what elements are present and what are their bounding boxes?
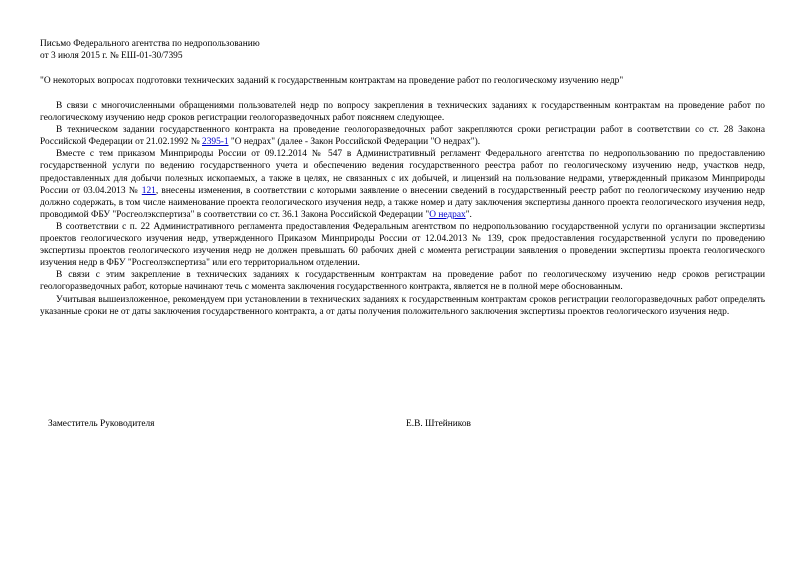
order-121-link[interactable]: 121 [141,185,156,196]
paragraph-3-text-b: , внесены изменения, в соответствии с которыми заявление о внесении сведений в государственный реестр работ по геологическому изучению недр должно содержать, в том числе наименование проекта геологического изучения недр, а также номер и дату заключения экспертизы данного проекта геологического изучения недр, проводимой ФБУ "Росгеолэкспертиза" в соответствии со ст. 36.1 Закона Российской Федерации " [40,185,765,220]
paragraph-3-text-a: Вместе с тем приказом Минприроды России от 09.12.2014 № 547 в Административный регламент Федерального агентства по недропользованию по предоставлению государственной услуги по ведению государственного учета и обеспечению ведения государственного реестра работ по геологическому изучению недр, участков недр, предоставленных для добычи полезных ископаемых, а также в целях, не связанных с их добычей, и лицензий на пользование недрами, утвержденный приказом Минприроды России от 03.04.2013 № [40,149,765,196]
signer-name: Е.В. Штейников [406,419,471,429]
header-date-number: от 3 июля 2015 г. № ЕШ-01-30/7395 [40,51,183,62]
paragraph-2-text-b: "О недрах" (далее - Закон Российской Федерации "О недрах"). [228,137,481,148]
paragraph-1: В связи с многочисленными обращениями пользователей недр по вопросу закрепления в технических заданиях к государственным контрактам на проведение работ по геологическому изучению недр сроков регистрации геологоразведочных работ поясняем следующее. [40,101,765,124]
signer-role: Заместитель Руководителя [48,419,155,429]
letter-title: "О некоторых вопросах подготовки технических заданий к государственным контрактам на проведение работ по геологическому изучению недр" [40,76,624,86]
letter-body [40,100,765,318]
paragraph-3-text-c: ". [465,209,472,220]
paragraph-3 [40,148,765,221]
paragraph-4: В соответствии с п. 22 Административного регламента предоставления Федеральным агентством по недропользованию государственной услуги по организации экспертизы проектов геологического изучения недр, утвержденного Приказом Минприроды России от 12.04.2013 № 139, срок предоставления государственной услуги по проведению экспертизы проектов геологического изучения недр не должен превышать 60 рабочих дней с момента регистрации заявления о проведении экспертизы проекта геологического изучения недр в ФБУ "Росгеолэкспертиза" или его территориальном отделении. [40,221,765,269]
paragraph-2 [40,124,765,148]
law-o-nedrah-link[interactable]: О недрах [429,209,466,220]
header-issuer: Письмо Федерального агентства по недропользованию [40,39,260,49]
law-2395-1-link[interactable]: 2395-1 [202,137,229,148]
paragraph-6: Учитывая вышеизложенное, рекомендуем при установлении в технических заданиях к государственным контрактам сроков регистрации геологоразведочных работ определять указанные сроки не от даты заключения государственного контракта, а от даты получения положительного заключения экспертизы проектов геологического изучения недр. [40,294,765,317]
letter-header [40,38,760,63]
paragraph-5: В связи с этим закрепление в технических заданиях к государственным контрактам на проведение работ по геологическому изучению недр сроков регистрации геологоразведочных работ, которые начинают течь с момента заключения государственного контракта, является не в полной мере обоснованным. [40,270,765,293]
paragraph-2-text-a: В техническом задании государственного контракта на проведение геологоразведочных работ закрепляются сроки регистрации работ в соответствии со ст. 28 Закона Российской Федерации от 21.02.1992 № [40,125,765,148]
